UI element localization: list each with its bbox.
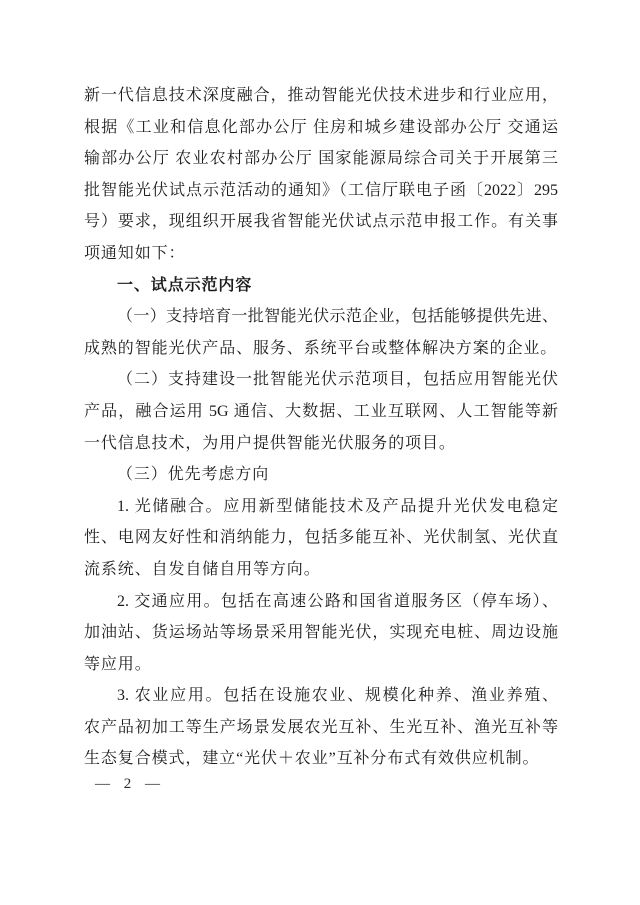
text-line: 流系统、自发自储自用等方向。 [84, 560, 321, 578]
text-line: 性、电网友好性和消纳能力，包括多能互补、光伏制氢、光伏直 [84, 529, 558, 547]
text-line: （二）支持建设一批智能光伏示范项目，包括应用智能光伏 [117, 371, 558, 389]
text-line: 产品，融合运用 5G 通信、大数据、工业互联网、人工智能等新 [84, 402, 558, 420]
text-line: 一代信息技术，为用户提供智能光伏服务的项目。 [84, 434, 456, 452]
document-body [84, 80, 558, 775]
text-line: 农产品初加工等生产场景发展农光互补、生光互补、渔光互补等 [84, 718, 558, 736]
text-line: 新一代信息技术深度融合，推动智能光伏技术进步和行业应用， [84, 87, 558, 104]
text-line: （一）支持培育一批智能光伏示范企业，包括能够提供先进、 [117, 308, 558, 326]
text-line: 批智能光伏试点示范活动的通知》（工信厅联电子函〔2022〕295 [84, 181, 558, 199]
text-line: 生态复合模式，建立“光伏＋农业”互补分布式有效供应机制。 [84, 750, 540, 768]
text-line: 等应用。 [84, 655, 152, 673]
text-line: 项通知如下： [84, 244, 186, 262]
text-line: 成熟的智能光伏产品、服务、系统平台或整体解决方案的企业。 [84, 339, 558, 357]
text-line: 号）要求，现组织开展我省智能光伏试点示范申报工作。有关事 [84, 213, 558, 231]
page-number-footer: — 2 — [95, 776, 161, 792]
text-line: （三）优先考虑方向 [117, 466, 270, 484]
text-line: 加油站、货运场站等场景采用智能光伏，实现充电桩、周边设施 [84, 624, 558, 642]
section-heading: 一、试点示范内容 [117, 276, 253, 294]
text-line: 3. 农业应用。包括在设施农业、规模化种养、渔业养殖、 [117, 687, 558, 705]
text-line: 1. 光储融合。应用新型储能技术及产品提升光伏发电稳定 [117, 497, 558, 515]
text-line: 2. 交通应用。包括在高速公路和国省道服务区（停车场）、 [117, 592, 558, 610]
text-line: 根据《工业和信息化部办公厅 住房和城乡建设部办公厅 交通运 [84, 118, 558, 136]
text-line: 输部办公厅 农业农村部办公厅 国家能源局综合司关于开展第三 [84, 150, 558, 168]
